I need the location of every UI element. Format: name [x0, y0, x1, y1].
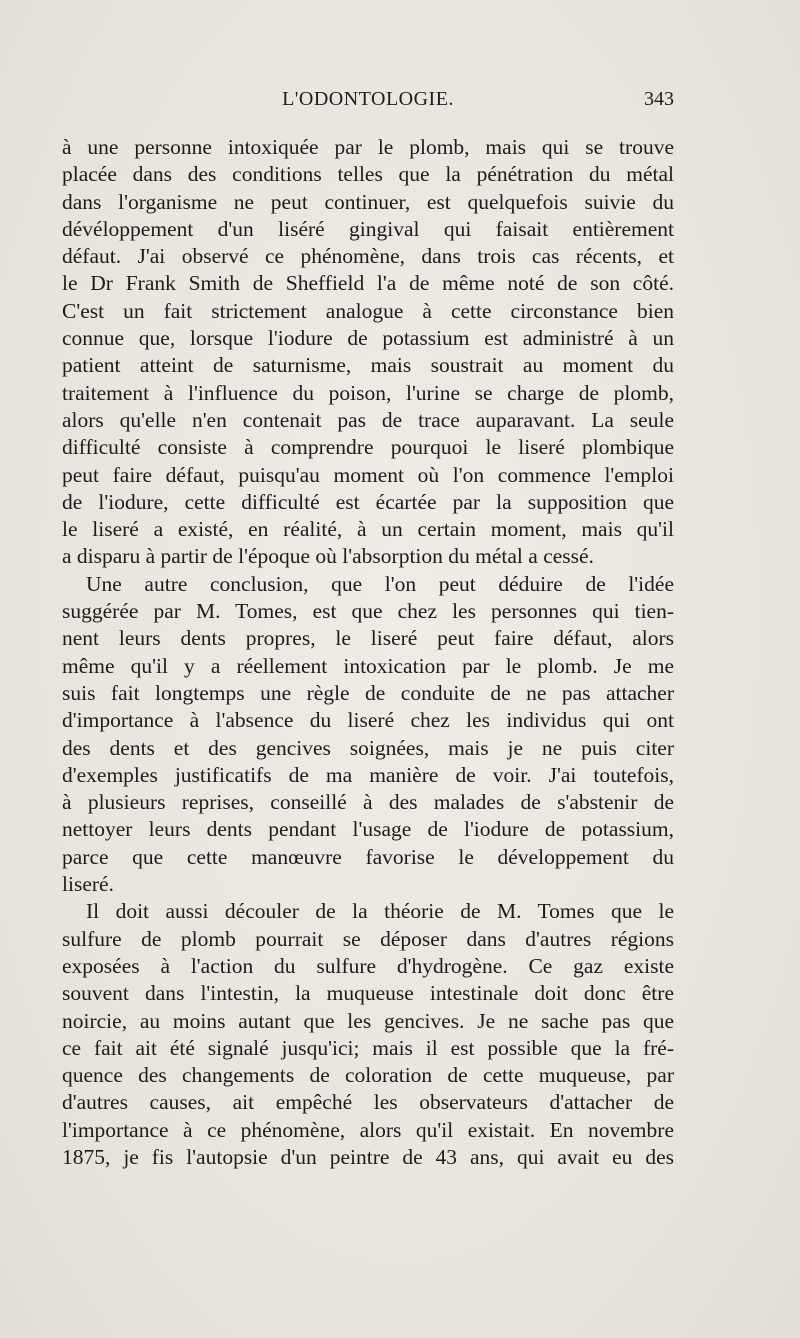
text-line: quence des changements de coloration de cette muqueuse, par	[62, 1063, 674, 1088]
text-line: le liseré a existé, en réalité, à un certain moment, mais qu'il	[62, 517, 674, 542]
text-line: nent leurs dents propres, le liseré peut faire défaut, alors	[62, 626, 674, 651]
text-line: d'importance à l'absence du liseré chez les individus qui ont	[62, 708, 674, 733]
page-number: 343	[644, 88, 674, 110]
text-line: C'est un fait strictement analogue à cette circonstance bien	[62, 298, 674, 323]
text-line: ce fait ait été signalé jusqu'ici; mais il est possible que la fré-	[62, 1035, 674, 1060]
text-line: Il doit aussi découler de la théorie de M. Tomes que le	[86, 899, 674, 924]
body-text	[62, 134, 674, 1171]
text-line: alors qu'elle n'en contenait pas de trace auparavant. La seule	[62, 407, 674, 432]
text-line: de l'iodure, cette difficulté est écartée par la supposition que	[62, 489, 674, 514]
text-line: a disparu à partir de l'époque où l'absorption du métal a cessé.	[62, 544, 594, 569]
text-line: d'exemples justificatifs de ma manière de voir. J'ai toutefois,	[62, 762, 674, 787]
text-line: placée dans des conditions telles que la pénétration du métal	[62, 162, 674, 187]
text-line: à plusieurs reprises, conseillé à des malades de s'abstenir de	[62, 790, 674, 815]
text-line: souvent dans l'intestin, la muqueuse intestinale doit donc être	[62, 981, 674, 1006]
text-line: le Dr Frank Smith de Sheffield l'a de même noté de son côté.	[62, 271, 674, 296]
text-line: même qu'il y a réellement intoxication par le plomb. Je me	[62, 653, 674, 678]
text-line: connue que, lorsque l'iodure de potassium est administré à un	[62, 326, 674, 351]
text-line: 1875, je fis l'autopsie d'un peintre de 43 ans, qui avait eu des	[62, 1144, 674, 1169]
text-line: des dents et des gencives soignées, mais je ne puis citer	[62, 735, 674, 760]
text-line: Une autre conclusion, que l'on peut déduire de l'idée	[86, 571, 674, 596]
text-line: patient atteint de saturnisme, mais soustrait au moment du	[62, 353, 674, 378]
text-line: parce que cette manœuvre favorise le développement du	[62, 844, 674, 869]
text-line: nettoyer leurs dents pendant l'usage de l'iodure de potassium,	[62, 817, 674, 842]
text-line: exposées à l'action du sulfure d'hydrogène. Ce gaz existe	[62, 953, 674, 978]
text-line: défaut. J'ai observé ce phénomène, dans trois cas récents, et	[62, 244, 674, 269]
text-line: dévéloppement d'un liséré gingival qui faisait entièrement	[62, 216, 674, 241]
text-line: suggérée par M. Tomes, est que chez les personnes qui tien-	[62, 599, 674, 624]
running-title: L'ODONTOLOGIE.	[282, 88, 454, 110]
running-header	[62, 88, 674, 118]
text-line: dans l'organisme ne peut continuer, est quelquefois suivie du	[62, 189, 674, 214]
text-line: difficulté consiste à comprendre pourquoi le liseré plombique	[62, 435, 674, 460]
text-line: l'importance à ce phénomène, alors qu'il existait. En novembre	[62, 1117, 674, 1142]
text-line: liseré.	[62, 872, 114, 897]
text-line: à une personne intoxiquée par le plomb, mais qui se trouve	[62, 135, 674, 159]
text-line: noircie, au moins autant que les gencives. Je ne sache pas que	[62, 1008, 674, 1033]
text-line: sulfure de plomb pourrait se déposer dans d'autres régions	[62, 926, 674, 951]
text-line: peut faire défaut, puisqu'au moment où l'on commence l'emploi	[62, 462, 674, 487]
text-line: traitement à l'influence du poison, l'urine se charge de plomb,	[62, 380, 674, 405]
text-line: d'autres causes, ait empêché les observateurs d'attacher de	[62, 1090, 674, 1115]
text-line: suis fait longtemps une règle de conduite de ne pas attacher	[62, 680, 674, 705]
